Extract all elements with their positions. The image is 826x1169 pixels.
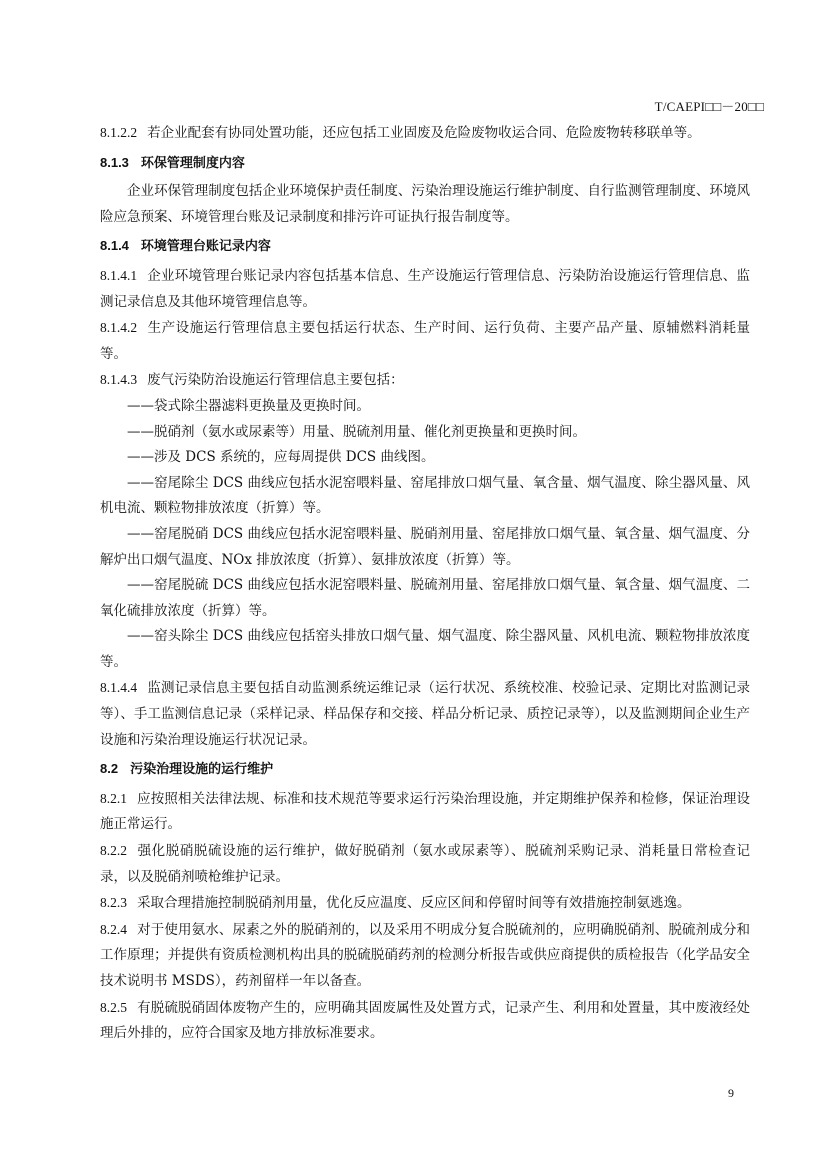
clause-number: 8.2.4 [100, 921, 127, 937]
clause-text: 企业环境管理台账记录内容包括基本信息、生产设施运行管理信息、污染防治设施运行管理信息、监测记录信息及其他环境管理信息等。 [100, 267, 750, 310]
numbered-paragraph [100, 890, 750, 917]
section-title: 环保管理制度内容 [140, 155, 245, 171]
numbered-paragraph [100, 995, 750, 1047]
clause-text: 对于使用氨水、尿素之外的脱硝剂的，以及采用不明成分复合脱硫剂的，应明确脱硝剂、脱硫剂成分和工作原理；并提供有资质检测机构出具的脱硫脱硝药剂的检测分析报告或供应商提供的质检报告（化学品安全技术说明书 MSDS），药剂留样一年以备查。 [100, 921, 750, 989]
numbered-paragraph [100, 675, 750, 753]
section-heading [100, 150, 750, 177]
clause-number: 8.2.1 [100, 790, 127, 806]
clause-number: 8.2.2 [100, 843, 127, 859]
body-paragraph: ——窑头除尘 DCS 曲线应包括窑头排放口烟气量、烟气温度、除尘器风量、风机电流、颗粒物排放浓度等。 [100, 628, 750, 670]
numbered-paragraph [100, 838, 750, 890]
section-number: 8.1.3 [100, 154, 129, 170]
numbered-paragraph [100, 917, 750, 995]
clause-number: 8.2.3 [100, 895, 127, 911]
document-code-header: T/CAEPI□□－20□□ [654, 99, 764, 114]
clause-number: 8.1.4.4 [100, 680, 138, 696]
body-paragraph: 企业环保管理制度包括企业环境保护责任制度、污染治理设施运行维护制度、自行监测管理制度、环境风险应急预案、环境管理台账及记录制度和排污许可证执行报告制度等。 [100, 183, 750, 225]
numbered-paragraph [100, 315, 750, 367]
clause-text: 强化脱硝脱硫设施的运行维护，做好脱硝剂（氨水或尿素等）、脱硫剂采购记录、消耗量日常检查记录，以及脱硝剂喷枪维护记录。 [100, 843, 750, 885]
clause-text: 监测记录信息主要包括自动监测系统运维记录（运行状况、系统校准、校验记录、定期比对监测记录等）、手工监测信息记录（采样记录、样品保存和交接、样品分析记录、质控记录等），以及监测期间企业生产设施和污染治理设施运行状况记录。 [100, 680, 750, 748]
body-paragraph: ——窑尾除尘 DCS 曲线应包括水泥窑喂料量、窑尾排放口烟气量、氧含量、烟气温度、除尘器风量、风机电流、颗粒物排放浓度（折算）等。 [100, 474, 750, 517]
document-body [100, 120, 750, 1047]
clause-text: 生产设施运行管理信息主要包括运行状态、生产时间、运行负荷、主要产品产量、原辅燃料消耗量等。 [100, 320, 750, 362]
clause-number: 8.1.4.3 [100, 372, 138, 388]
body-paragraph: ——涉及 DCS 系统的，应每周提供 DCS 曲线图。 [127, 449, 435, 466]
clause-number: 8.2.5 [100, 999, 127, 1015]
clause-text: 有脱硫脱硝固体废物产生的，应明确其固废属性及处置方式，记录产生、利用和处置量，其中废液经处理后外排的，应符合国家及地方排放标准要求。 [100, 999, 750, 1042]
clause-number: 8.1.4.1 [100, 267, 138, 283]
section-number: 8.1.4 [100, 238, 129, 254]
body-paragraph: ——脱硝剂（氨水或尿素等）用量、脱硫剂用量、催化剂更换量和更换时间。 [127, 423, 586, 440]
page-number: 9 [728, 1086, 734, 1100]
section-title: 污染治理设施的运行维护 [130, 762, 274, 778]
clause-text: 若企业配套有协同处置功能，还应包括工业固废及危险废物收运合同、危险废物转移联单等。 [147, 125, 701, 141]
clause-text: 废气污染防治设施运行管理信息主要包括： [147, 372, 404, 389]
section-title: 环境管理台账记录内容 [140, 239, 271, 255]
numbered-paragraph [100, 786, 750, 838]
section-heading [100, 756, 750, 783]
clause-text: 应按照相关法律法规、标准和技术规范等要求运行污染治理设施，并定期维护保养和检修，保证治理设施正常运行。 [100, 790, 750, 833]
section-heading [100, 233, 750, 260]
body-paragraph: ——窑尾脱硫 DCS 曲线应包括水泥窑喂料量、脱硫剂用量、窑尾排放口烟气量、氧含量、烟气温度、二氧化硫排放浓度（折算）等。 [100, 577, 750, 619]
clause-text: 采取合理措施控制脱硝剂用量，优化反应温度、反应区间和停留时间等有效措施控制氨逃逸。 [137, 895, 691, 912]
numbered-paragraph [100, 263, 750, 315]
numbered-paragraph [100, 120, 750, 147]
numbered-paragraph [100, 367, 750, 394]
clause-number: 8.1.4.2 [100, 320, 138, 336]
clause-number: 8.1.2.2 [100, 125, 138, 140]
section-number: 8.2 [100, 761, 119, 777]
body-paragraph: ——窑尾脱硝 DCS 曲线应包括水泥窑喂料量、脱硝剂用量、窑尾排放口烟气量、氧含量、烟气温度、分解炉出口烟气温度、NOx 排放浓度（折算）、氨排放浓度（折算）等。 [100, 525, 750, 568]
body-paragraph: ——袋式除尘器滤料更换量及更换时间。 [127, 397, 370, 414]
